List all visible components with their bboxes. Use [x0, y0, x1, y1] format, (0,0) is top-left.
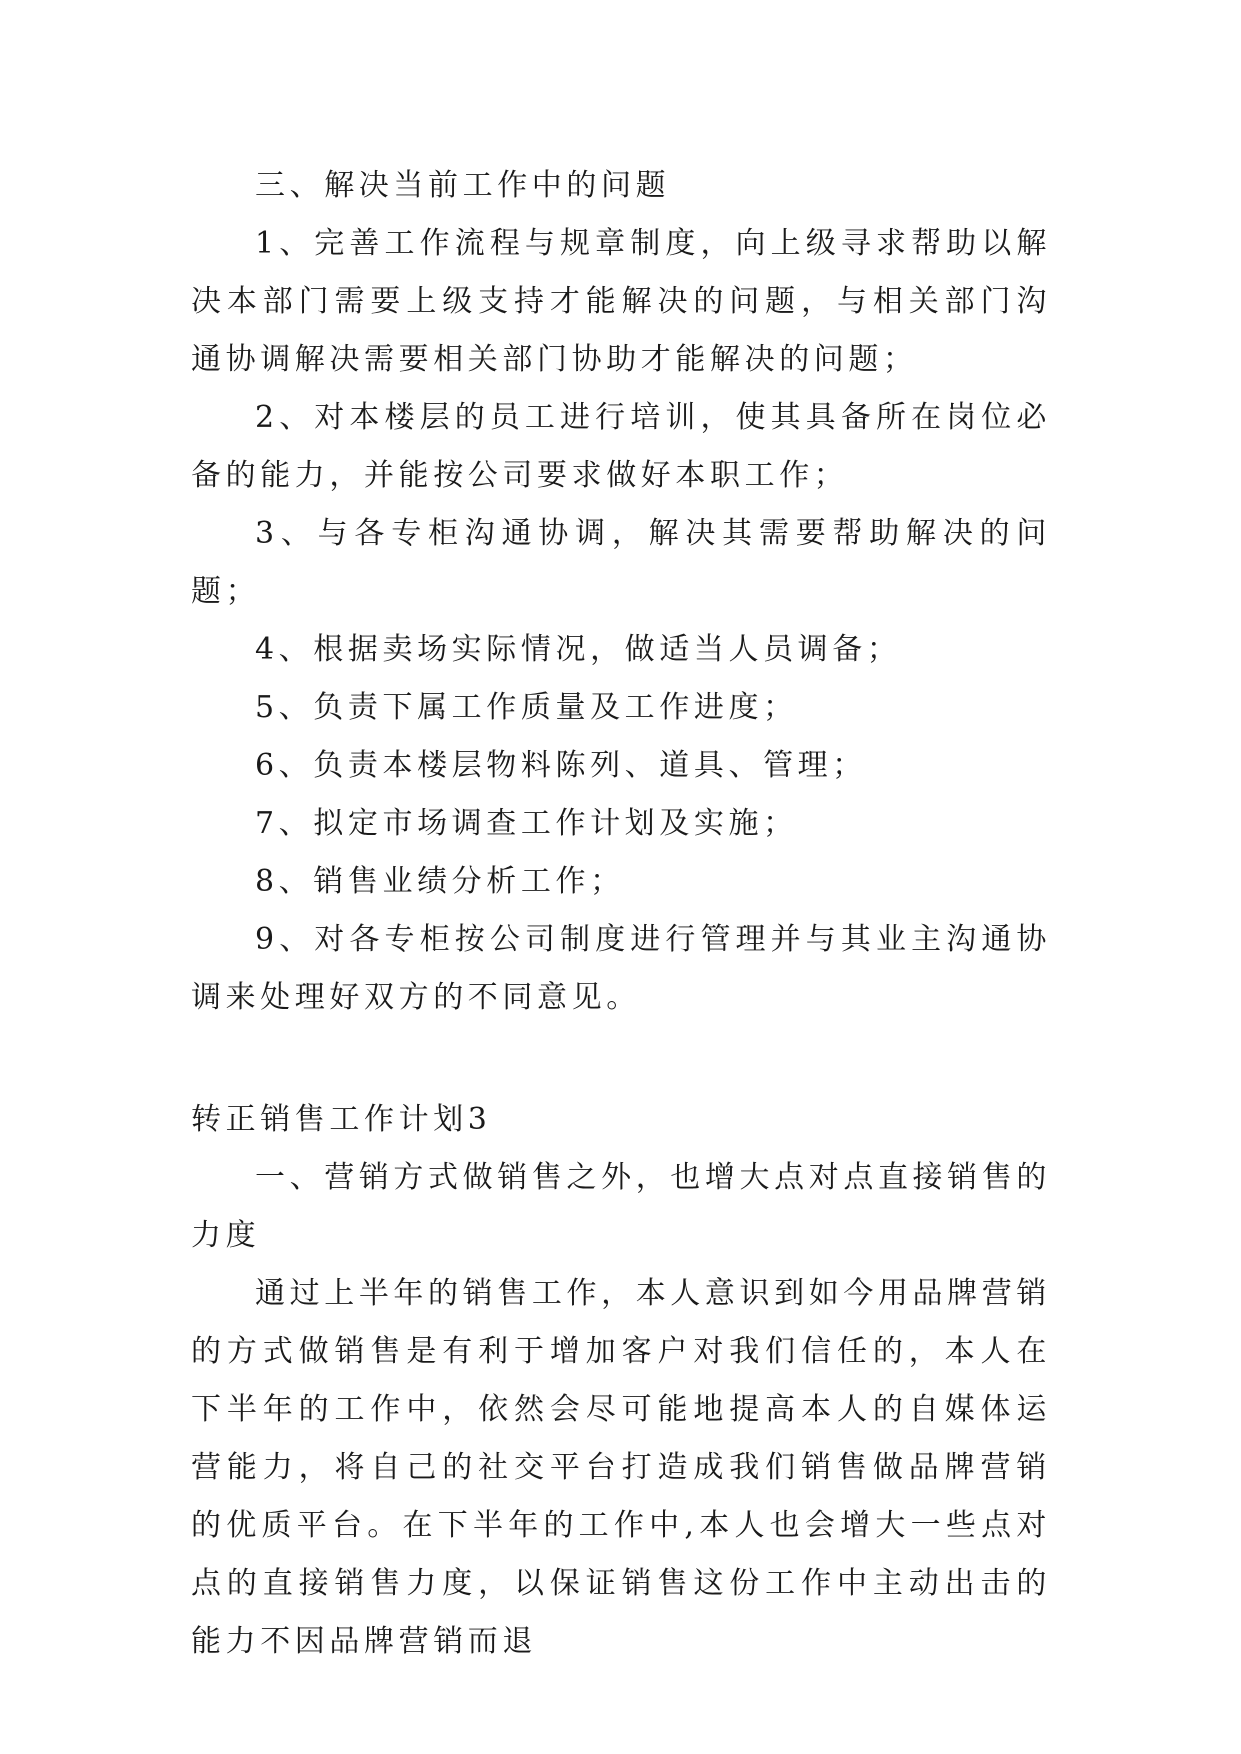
list-item-1: 1、完善工作流程与规章制度，向上级寻求帮助以解决本部门需要上级支持才能解决的问题，与相关部门沟通协调解决需要相关部门协助才能解决的问题；: [191, 226, 1051, 377]
section-gap: [191, 1027, 1051, 1091]
document-body: [191, 157, 1051, 1671]
list-item-4: 4、根据卖场实际情况，做适当人员调备；: [255, 632, 902, 667]
list-item-9: 9、对各专柜按公司制度进行管理并与其业主沟通协调来处理好双方的不同意见。: [191, 922, 1051, 1015]
list-item-2: 2、对本楼层的员工进行培训，使其具备所在岗位必备的能力，并能按公司要求做好本职工作；: [191, 400, 1051, 493]
plan-title: 转正销售工作计划3: [191, 1102, 492, 1137]
section-heading: 三、解决当前工作中的问题: [255, 168, 671, 203]
list-item-3: 3、与各专柜沟通协调，解决其需要帮助解决的问题；: [191, 516, 1051, 609]
list-item-8: 8、销售业绩分析工作；: [255, 864, 625, 899]
list-item-6: 6、负责本楼层物料陈列、道具、管理；: [255, 748, 867, 783]
list-item-5: 5、负责下属工作质量及工作进度；: [255, 690, 798, 725]
list-item-7: 7、拟定市场调查工作计划及实施；: [255, 806, 798, 841]
plan-body-paragraph: 通过上半年的销售工作，本人意识到如今用品牌营销的方式做销售是有利于增加客户对我们信任的，本人在下半年的工作中，依然会尽可能地提高本人的自媒体运营能力，将自己的社交平台打造成我们销售做品牌营销的优质平台。在下半年的工作中,本人也会增大一些点对点的直接销售力度，以保证销售这份工作中主动出击的能力不因品牌营销而退: [191, 1276, 1051, 1659]
plan-subheading: 一、营销方式做销售之外，也增大点对点直接销售的力度: [191, 1160, 1051, 1253]
